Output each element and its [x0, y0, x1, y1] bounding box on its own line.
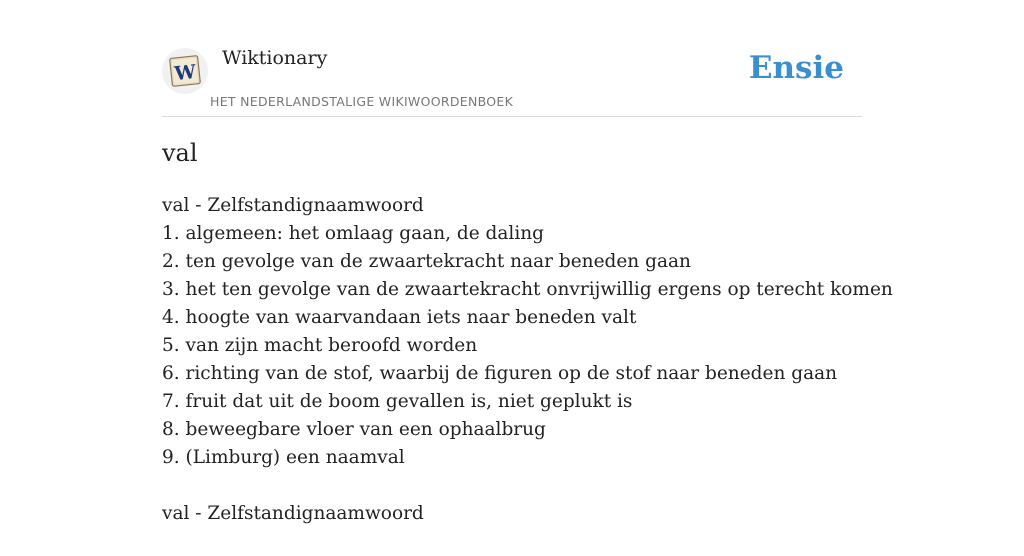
wiktionary-logo-icon[interactable]: [162, 48, 208, 94]
definition-item: 2. ten gevolge van de zwaartekracht naar beneden gaan: [162, 251, 691, 272]
site-tagline: HET NEDERLANDSTALIGE WIKIWOORDENBOEK: [210, 94, 514, 109]
entry-heading: val - Zelfstandignaamwoord: [162, 195, 424, 216]
entries-section: [162, 192, 893, 556]
definition-list: [162, 220, 893, 472]
definition-item: 3. het ten gevolge van de zwaartekracht onvrijwillig ergens op terecht komen: [162, 279, 893, 300]
page-title: val: [162, 139, 198, 167]
definition-item: 1. algemeen: het omlaag gaan, de daling: [162, 223, 545, 244]
definition-item: 4. hoogte van waarvandaan iets naar beneden valt: [162, 307, 637, 328]
entry-heading: val - Zelfstandignaamwoord: [162, 503, 424, 524]
site-header: [162, 40, 862, 117]
entry: [162, 192, 893, 472]
site-name[interactable]: Wiktionary: [222, 47, 328, 69]
svg-text:W: W: [173, 60, 197, 86]
definition-item: 7. fruit dat uit de boom gevallen is, niet geplukt is: [162, 391, 633, 412]
ensie-brand-logo[interactable]: Ensie: [748, 50, 844, 86]
definition-item: 9. (Limburg) een naamval: [162, 447, 405, 468]
entry: [162, 500, 862, 528]
definition-item: 5. van zijn macht beroofd worden: [162, 335, 478, 356]
definition-item: 6. richting van de stof, waarbij de figuren op de stof naar beneden gaan: [162, 363, 838, 384]
definition-item: 8. beweegbare vloer van een ophaalbrug: [162, 419, 546, 440]
